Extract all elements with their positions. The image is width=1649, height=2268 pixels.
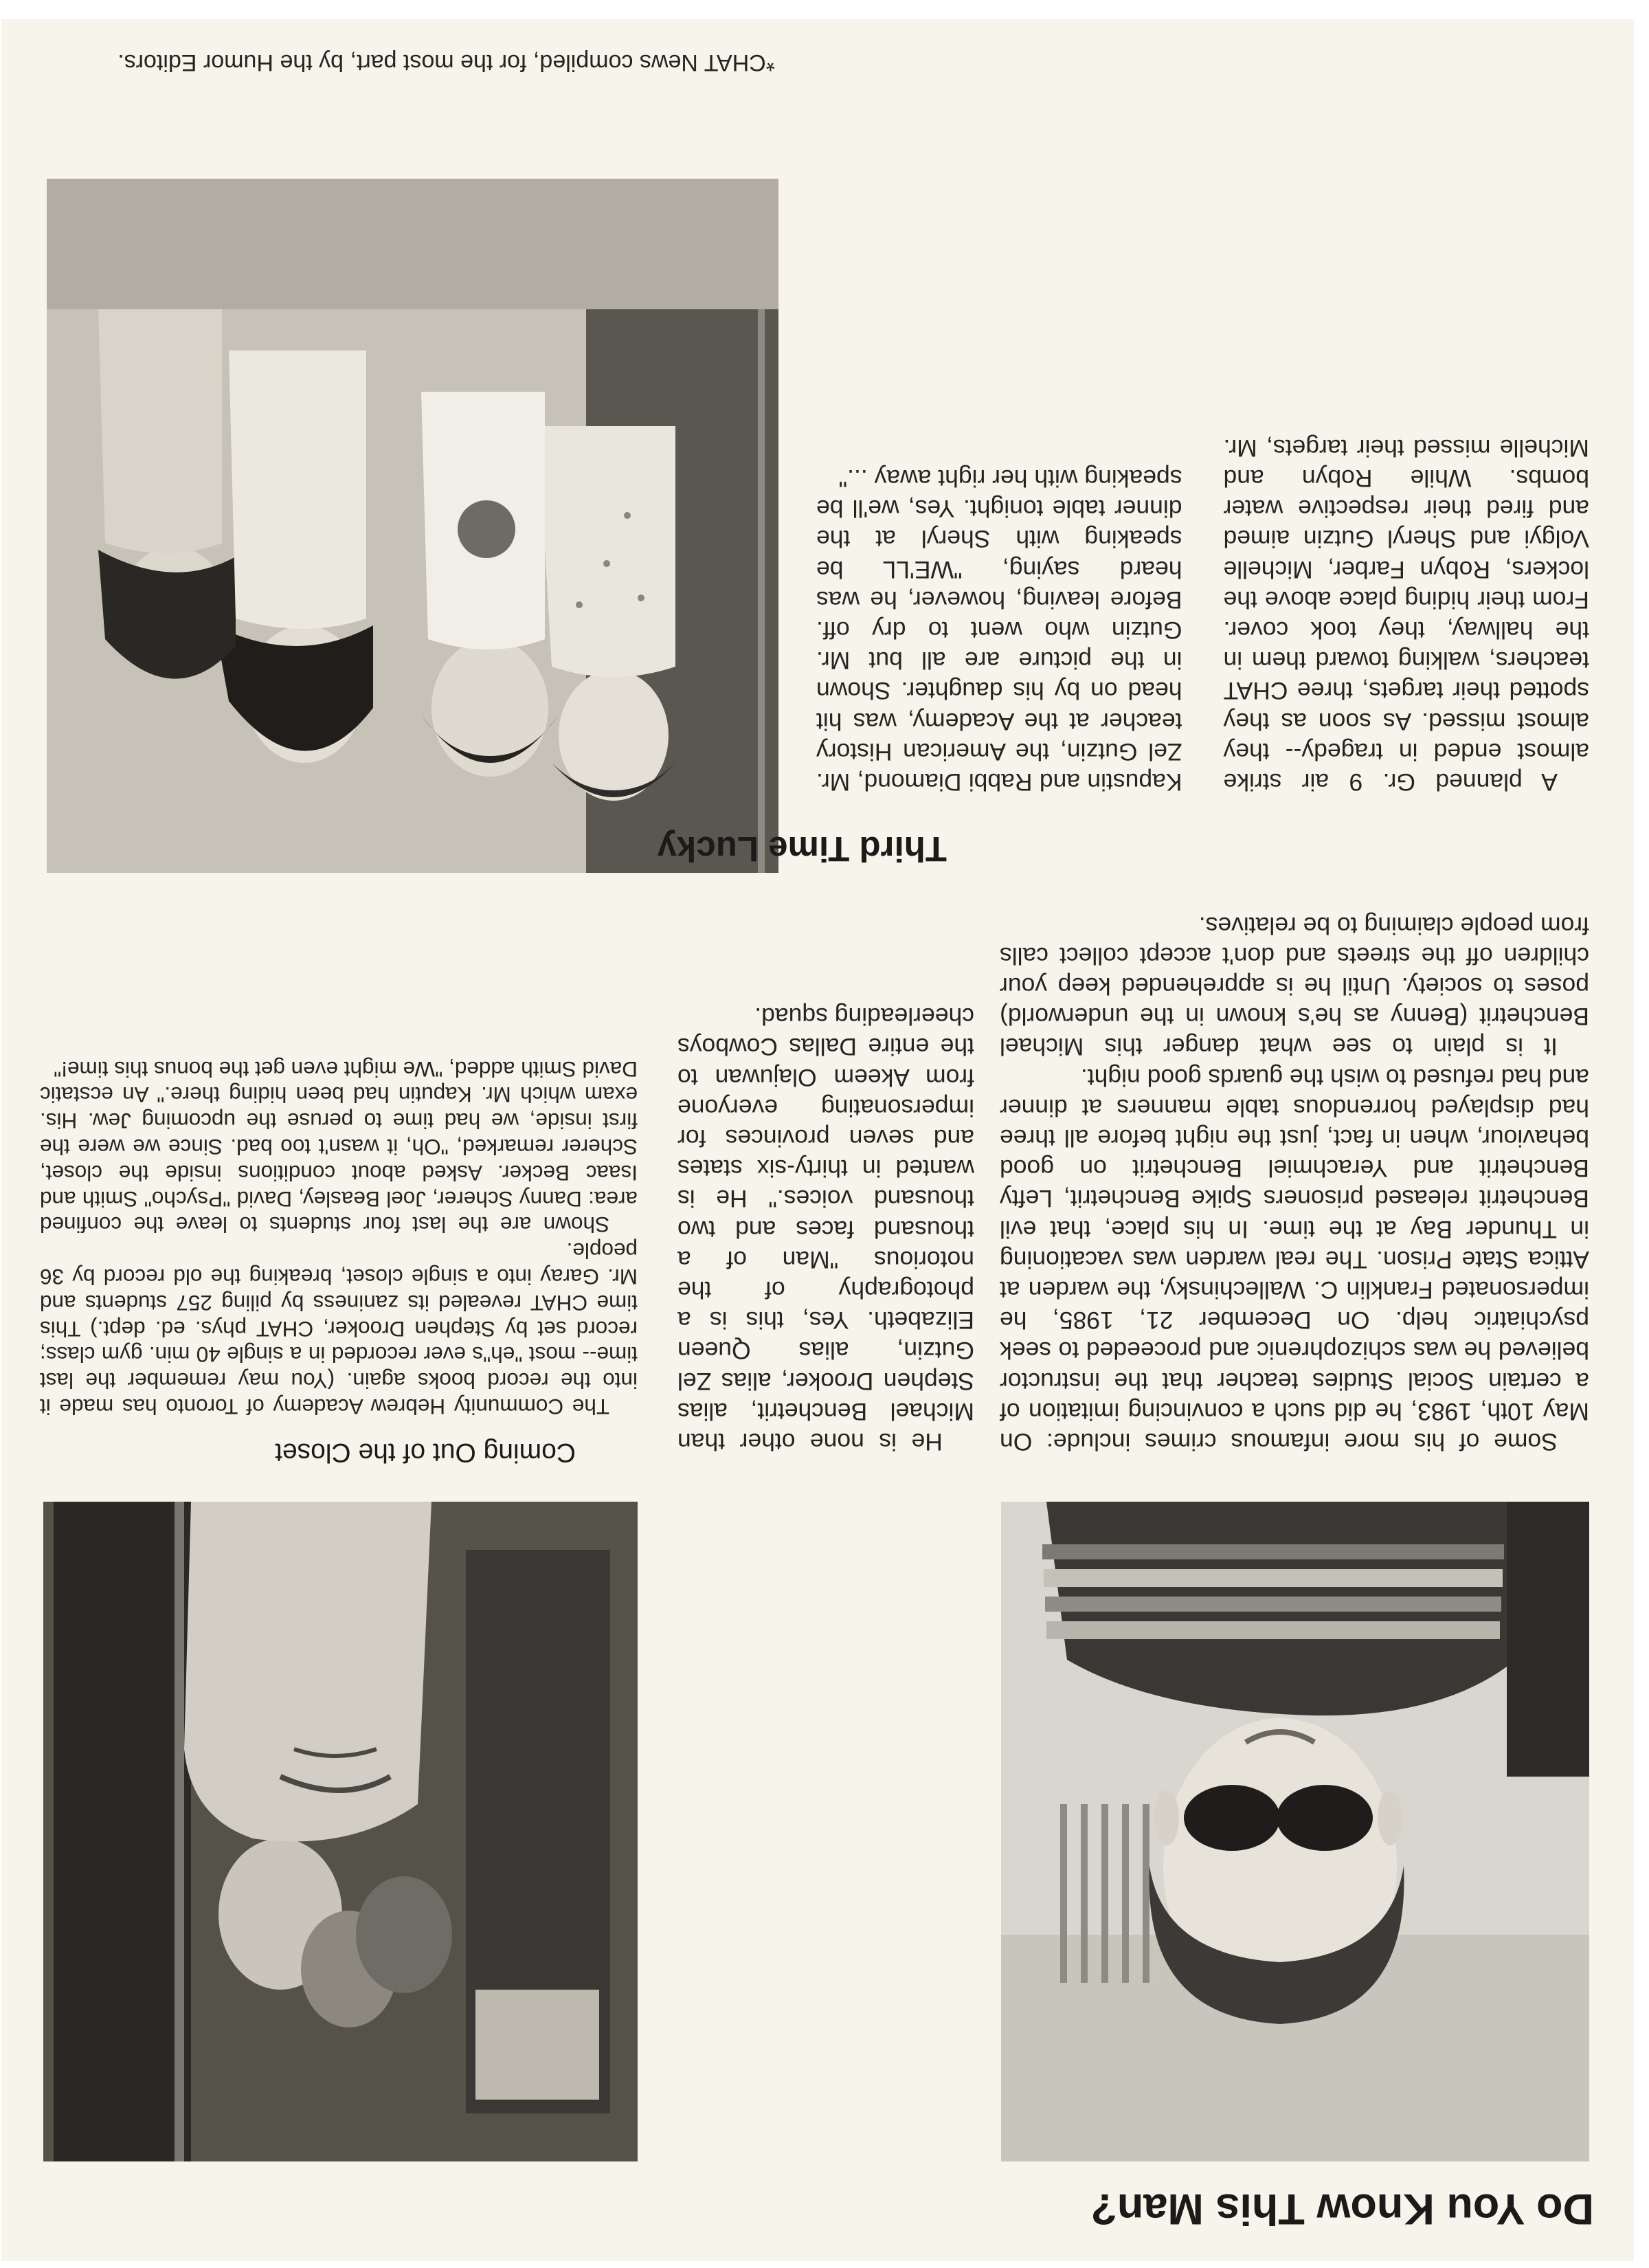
closet-paragraph-2: Shown are the last four students to leave the confined area: Danny Scherer, Joel Beasley, David "Psycho" Smith and Isaac Becker. Asked about conditions inside the closet, Scherer remarked, "Oh, it wasn't too bad. Since we were the first inside, we had time to peruse the upcoming Jew. His. exam which Mr. Kaputin had been hiding there." An ecstatic David Smith added, "We might even get the bonus this time!" [40, 1056, 638, 1238]
lucky-paragraph-1: A planned Gr. 9 air strike almost ended in tragedy-- they almost missed. As soon as they spotted their targets, three CHAT teachers, walking toward them in the hallway, they took cover. From their hiding place above the lockers, Robyn Farber, Michelle Volgyi and Sheryl Gutzin aimed and fired their respective water bombs. While Robyn and Michelle missed their targets, Mr. Kapustin and Rabbi Diamond, Mr. Zel Gutzin, the American History teacher at the Academy, was hit head on by his daughter. Shown in the picture are all but Mr. Gutzin who went to dry off. Before leaving, however, he was heard saying, "WE'LL be speaking with Sheryl at the dinner table tonight. Yes, we'll be speaking with her right away ..." [816, 434, 1589, 796]
man-paragraph-3: It is plain to see what danger this Michael Benchetrit (Benny as he's known in the underworld) poses to society. Until he is apprehended keep your children off the streets and don't accept collect calls from people claiming to be relatives. [1000, 911, 1589, 1061]
headline-man: Do You Know This Man? [1090, 2185, 1594, 2233]
paper [1, 19, 1634, 2261]
headline-lucky: Third Time Lucky [657, 830, 947, 869]
lucky-photo-image [47, 179, 778, 873]
man-paragraph-1: He is none other than Michael Benchetrit, alias Stephen Drooker, alias Zel Gutzin, alias Queen Elizabeth. Yes, this is a photography of the notorious "Man of a thousand faces and two thousand voices." He is wanted in thirty-six states and seven provinces for impersonating everyone from Akeem Olajuwan to the entire Dallas Cowboys cheerleading squad. [677, 1003, 974, 1456]
closet-photo [43, 1502, 638, 2161]
closet-paragraph-1: The Community Hebrew Academy of Toronto has made it into the record books again. (You may remember the last time-- most "eh"s ever recorded in a single 40 min. gym class; record set by Stephen Drooker, CHAT phys. ed. dept.) This time CHAT revealed its zaniness by piling 257 students and Mr. Garay into a single closet, breaking the old record by 36 people. [40, 1238, 638, 1419]
lucky-photo [47, 179, 778, 873]
lucky-article [816, 82, 1589, 797]
closet-photo-image [43, 1502, 638, 2161]
man-paragraph-2: Some of his more infamous crimes include: On May 10th, 1983, he did such a convincing imitation of a certain Social Studies teacher that the instructor believed he was schizophrenic and proceeded to seek psychiatric help. On December 21, 1985, he impersonated Franklin C. Wallechinsky, the warden at Attica State Prison. The real warden was vacationing in Thunder Bay at the time. In his place, that evil Benchetrit released prisoners Spike Benchetrit, Lefty Benchetrit and Yerachmiel Benchetrit on good behaviour, when in fact, just the night before all three had displayed horrendous table manners at dinner and had refused to wish the guards good night. [1000, 1063, 1589, 1456]
man-photo-image [1001, 1502, 1589, 2161]
footnote: *CHAT News compiled, for the most part, by the Humor Editors. [117, 49, 775, 76]
man-photo [1001, 1502, 1589, 2161]
headline-closet: Coming Out of the Closet [275, 1438, 576, 1467]
